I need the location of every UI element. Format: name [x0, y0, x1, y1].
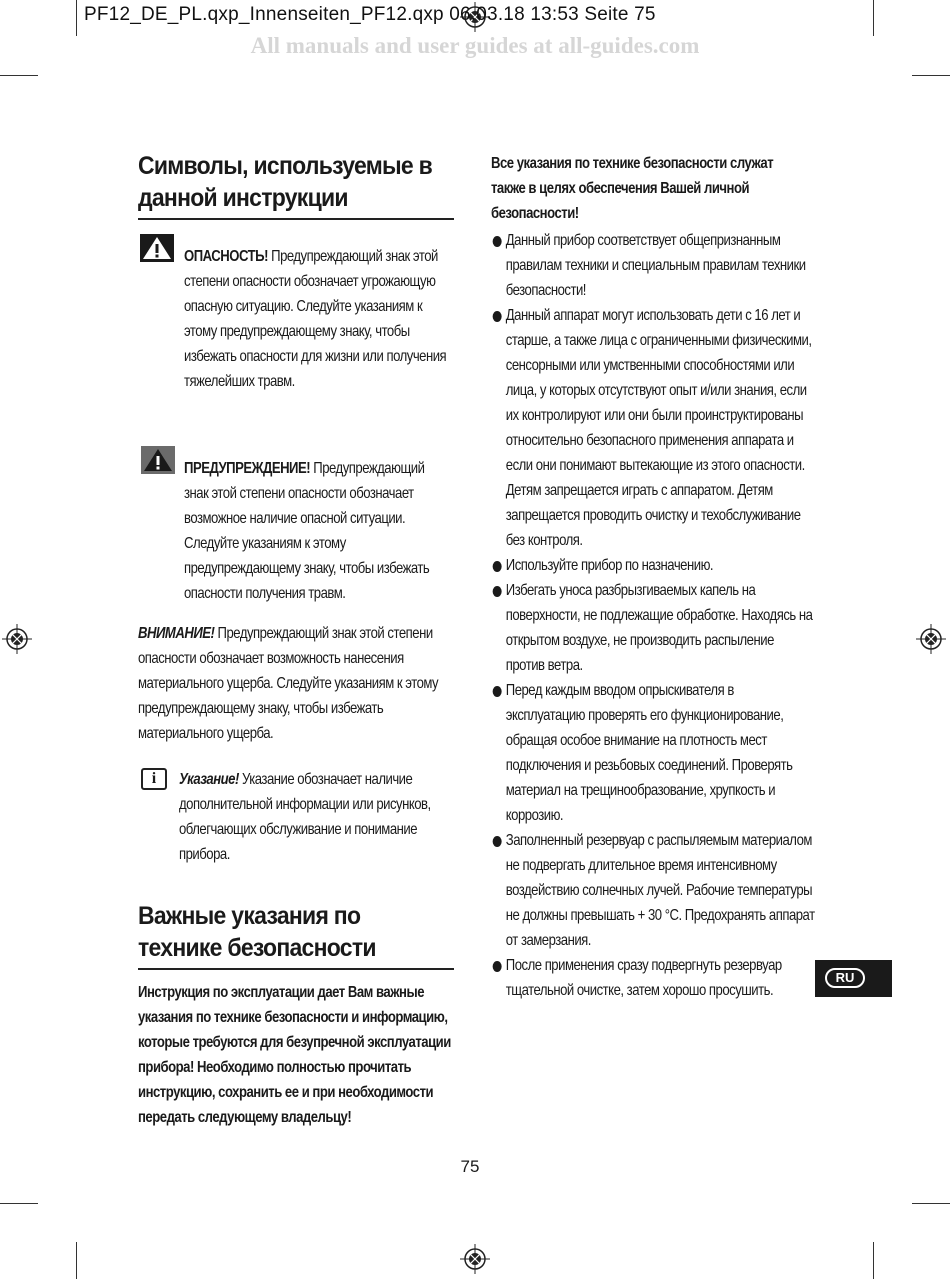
safety-bullet-list [491, 228, 816, 1003]
crop-mark [76, 1242, 77, 1279]
bullet-list [491, 228, 816, 1003]
language-code: RU [825, 968, 865, 988]
crop-mark [912, 1203, 950, 1204]
warning-label: ПРЕДУПРЕЖДЕНИЕ! [184, 460, 311, 477]
safety-intro: Инструкция по эксплуатации дает Вам важные указания по технике безопасности и информацию, которые требуются для безупречной эксплуатации прибора! Необходимо полностью прочитать инструкцию, сохранить ее и при необходимости передать следующему владельцу! [138, 984, 451, 1126]
registration-mark-icon [916, 624, 946, 654]
list-item: Перед каждым вводом опрыскивателя в эксплуатацию проверять его функционирование, обращая особое внимание на плотность мест подключения и резьбовых соединений. Проверять материал на трещинообразование, хрупкость и коррозию. [491, 678, 816, 828]
crop-mark [873, 1242, 874, 1279]
crop-mark [912, 75, 950, 76]
danger-description: Предупреждающий знак этой степени опасности обозначает угрожающую опасную ситуацию. Следуйте указаниям к этому предупреждающему знаку, чтобы избежать опасности для жизни или получения тяжелейших травм. [184, 248, 447, 390]
watermark: All manuals and user guides at all-guides.com [250, 33, 700, 58]
list-item: Данный прибор соответствует общепризнанным правилам техники и специальным правилам техники безопасности! [491, 228, 816, 303]
crop-mark [873, 0, 874, 36]
warning-triangle-icon [141, 446, 175, 474]
safety-heading: Важные указания по технике безопасности [138, 902, 376, 962]
caution-label: ВНИМАНИЕ! [138, 625, 215, 642]
danger-label: ОПАСНОСТЬ! [184, 248, 268, 265]
symbols-heading: Символы, используемые в данной инструкции [138, 152, 433, 212]
list-item: Данный аппарат могут использовать дети с 16 лет и старше, а также лица с ограниченными физическими, сенсорными или умственными способностями или лица, у которых отсутствуют опыт и/или знания, если их контролируют или они были проинструктированы относительно безопасного применения аппарата и если они понимают вытекающие из этого опасности. Детям запрещается играть с аппаратом. Детям запрещается проводить очистку и техобслуживание без контроля. [491, 303, 816, 553]
note-label: Указание! [179, 771, 239, 788]
list-item: После применения сразу подвергнуть резервуар тщательной очистке, затем хорошо просушить. [491, 953, 816, 1003]
list-item: Заполненный резервуар с распыляемым материалом не подвергать длительное время интенсивному воздействию солнечных лучей. Рабочие температуры не должны превышать + 30 °C. Предохранять аппарат от замерзания. [491, 828, 816, 953]
list-item: Используйте прибор по назначению. [491, 553, 816, 578]
caution-description: Предупреждающий знак этой степени опасности обозначает возможность нанесения материального ущерба. Следуйте указаниям к этому предупреждающему знаку, чтобы избежать материального ущерба. [138, 625, 439, 742]
list-item: Избегать уноса разбрызгиваемых капель на поверхности, не подлежащие обработке. Находясь на открытом воздухе, не производить распыление против ветра. [491, 578, 816, 678]
safety-section [138, 900, 468, 970]
print-slug: PF12_DE_PL.qxp_Innenseiten_PF12.qxp 06.03.18 13:53 Seite 75 [84, 4, 656, 25]
danger-warning-icon [140, 234, 174, 262]
info-icon: i [141, 768, 167, 790]
caution-text [138, 621, 455, 746]
registration-mark-icon [460, 1244, 490, 1274]
page-number: 75 [460, 1157, 480, 1176]
safety-intro-right: Все указания по технике безопасности служат также в целях обеспечения Вашей личной безопасности! [491, 155, 774, 222]
crop-mark [0, 75, 38, 76]
warning-text [184, 456, 451, 606]
note-description: Указание обозначает наличие дополнительной информации или рисунков, облегчающих обслуживание и понимание прибора. [179, 771, 431, 863]
crop-mark [0, 1203, 38, 1204]
heading-rule [138, 218, 454, 220]
note-text [179, 767, 455, 867]
danger-text [184, 244, 446, 394]
registration-mark-icon [2, 624, 32, 654]
crop-mark [76, 0, 77, 36]
symbols-section [138, 150, 468, 220]
language-tab [815, 960, 892, 997]
heading-rule [138, 968, 454, 970]
warning-description: Предупреждающий знак этой степени опасности обозначает возможное наличие опасной ситуации. Следуйте указаниям к этому предупреждающему знаку, чтобы избежать опасности получения травм. [184, 460, 430, 602]
